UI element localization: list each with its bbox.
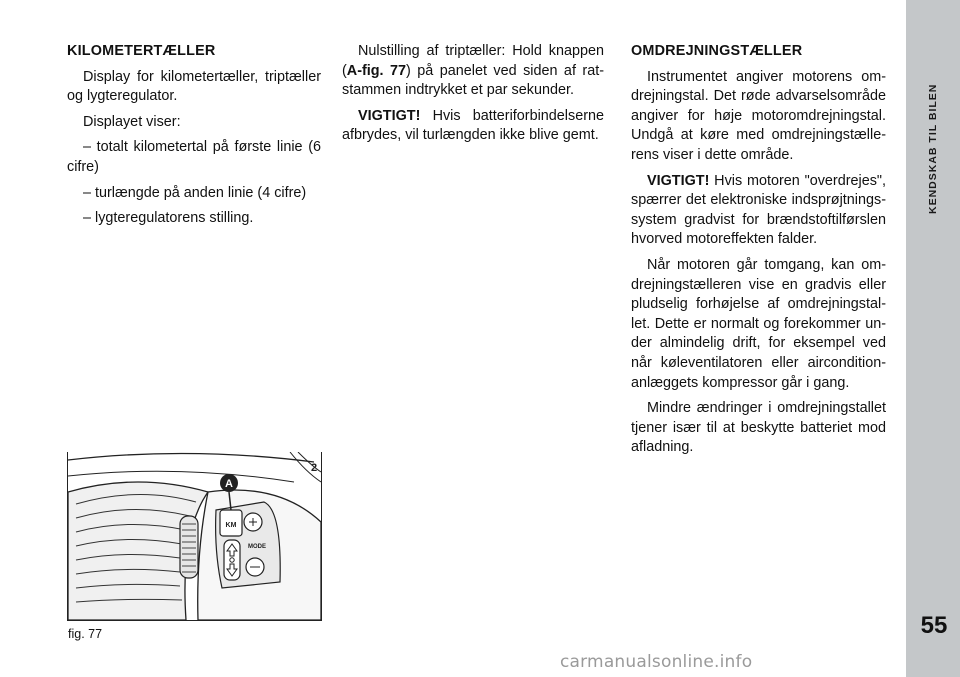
figure-reference-link[interactable]: A-fig. 77 xyxy=(346,62,407,79)
paragraph: Display for kilometertæller, triptæller og lygteregulator. xyxy=(67,68,321,105)
column-omdrejningstaeller xyxy=(631,42,886,464)
section-heading: OMDREJNINGSTÆLLER xyxy=(631,43,803,59)
watermark: carmanualsonline.info xyxy=(560,652,753,672)
warning-paragraph xyxy=(631,172,886,250)
list-item: – turlængde på anden linie (4 cifre) xyxy=(83,184,307,201)
column-kilometertaeller xyxy=(67,42,321,235)
warning-paragraph xyxy=(342,107,604,146)
paragraph-text: Hvis batteriforbindelserne afbrydes, vil turlængden ikke blive gemt. xyxy=(342,107,604,144)
figure-caption: fig. 77 xyxy=(68,627,103,641)
dashboard-drawing xyxy=(68,452,321,620)
paragraph-text: Hvis motoren "overdrejes", spærrer det elektroniske indsprøjtnings-system gradvist for brændstoftilførslen hvorved motoreffekten falder. xyxy=(631,172,886,248)
paragraph xyxy=(342,42,604,101)
list-item: – lygteregulatorens stilling. xyxy=(83,210,254,227)
warning-label: VIGTIGT! xyxy=(358,107,421,124)
warning-label: VIGTIGT! xyxy=(647,172,710,189)
page-number: 55 xyxy=(920,612,948,639)
paragraph: Displayet viser: xyxy=(83,113,181,130)
paragraph: Når motoren går tomgang, kan om-drejningstælleren vise en gradvis eller pludselig forhøjelse af omdrejningstal-let. Dette er normalt og forekommer un-der almindelig drift, for eksempel ved når køleventilatoren eller aircondition-anlæggets kompressor går i gang. xyxy=(631,256,886,391)
paragraph-text: ) på panelet ved siden af rat-stammen indtrykket et par sekunder. xyxy=(342,62,604,99)
paragraph: Mindre ændringer i omdrejningstallet tjener især til at beskytte batteriet mod afladning. xyxy=(631,400,886,456)
column-nulstilling xyxy=(342,42,604,152)
section-heading: KILOMETERTÆLLER xyxy=(67,43,216,59)
km-button-label: KM xyxy=(225,522,237,529)
mode-button-label: MODE xyxy=(248,544,266,550)
gauge-digit: 2 xyxy=(310,462,318,474)
chapter-title: KENDSKAB TIL BILEN xyxy=(927,83,939,214)
paragraph-text: Nulstilling af triptæller: Hold knappen ( xyxy=(342,43,604,79)
figure-77-dashboard-illustration xyxy=(67,452,322,621)
callout-a-label: A xyxy=(225,478,233,490)
list-item: – totalt kilometertal på første linie (6 cifre) xyxy=(67,139,321,175)
paragraph: Instrumentet angiver motorens om-drejningstal. Det røde advarselsområde angiver for høje motoromdrejningstal. Undgå at køre med omdrejningstælle-rens viser i dette område. xyxy=(631,68,886,163)
